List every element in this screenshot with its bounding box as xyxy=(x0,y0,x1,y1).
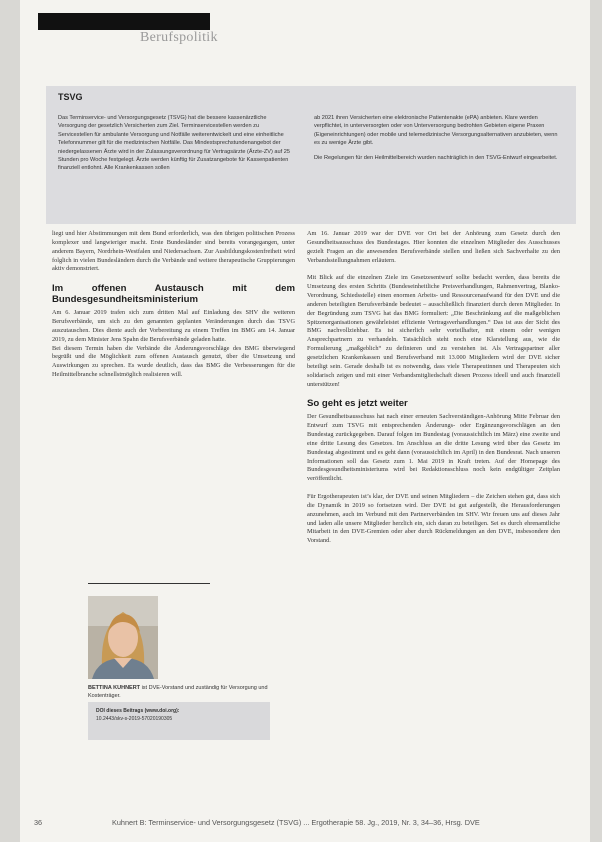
paragraph: Für Ergotherapeuten ist’s klar, der DVE und seinen Mitgliedern – die Zeichen stehen gut, dass sich die Dynamik in 2019 so fortsetzen wird. Der DVE ist gut aufgestellt, die Herausforderungen anzunehmen, auch im Verbund mit den Partnerverbänden im SHV. Wir freuen uns auf dieses Jahr und laden alle unsere Mitglieder herzlich ein, sich daran zu beteiligen. Sei es durch ehrenamtliche Mitarbeit in den DVE-Gremien oder aber durch Rückmeldungen an den DVE, insbesondere den Vorstand. xyxy=(307,493,560,545)
info-box-paragraph: Die Regelungen für den Heilmittelbereich wurden nachträglich in den TSVG-Entwurf eingearbeitet. xyxy=(314,154,558,161)
citation-footer: Kuhnert B: Terminservice- und Versorgungsgesetz (TSVG) ... Ergotherapie 58. Jg., 2019, Nr. 3, 34–36, Hrsg. DVE xyxy=(112,818,480,827)
info-box-paragraph: Das Terminservice- und Versorgungsgesetz (TSVG) hat die bessere kassenärztliche Versorgung der gesetzlich Versicherten zum Ziel. Terminservicestellen werden zu Servicestellen für ambulante Versorgung und Notfälle weiterentwickelt und eine einheitliche Telefonnummer gilt für die medizinischen Notfälle. Das Mindestsprechstundenangebot der niedergelassenen Ärzte wird in der Zulassungsverordnung für Vertragsärzte (Ärzte-ZV) auf 25 Stunden pro Woche festgelegt. Ärzte werden künftig für Zusatzangebote für Kassenpatienten finanziell entlohnt. Alle Krankenkassen sollen xyxy=(58,115,290,172)
info-box-column-2 xyxy=(314,114,558,168)
author-bio: ist DVE-Vorstand und zuständig für Versorgung und Kostenträger. xyxy=(88,685,268,699)
info-box-title: TSVG xyxy=(58,92,83,102)
left-column xyxy=(52,230,295,389)
info-box-paragraph: ab 2021 ihren Versicherten eine elektronische Patientenakte (ePA) anbieten. Klare werden verpflichtet, in unterversorgten oder von Unterversorgung bedrohten Gebieten eigene Praxen (Eigeneinrichtungen) oder mobile und telemedizinische Versorgungsalternativen anzubieten, wenn es zu wenige Ärzte gibt. xyxy=(314,115,558,147)
paragraph: Der Gesundheitsausschuss hat nach einer erneuten Sachverständigen-Anhörung Mitte Februar den Entwurf zum TSVG mit entsprechenden Änderungs- oder Ergänzungsvorschlägen an den Bundestag zurückgegeben. Darauf folgen im Bundestag (voraussichtlich im März) eine zweite und eine dritte Lesung des Gesetzes. Im Anschluss an die dritte Lesung wird über das Gesetz im Bundestag abgestimmt und es geht dann (voraussichtlich im April) in den Bundesrat. Nach unseren Informationen soll das Gesetz zum 1. Mai 2019 in Kraft treten. Auf der Homepage des Bundesgesundheitsministeriums wird bei Redaktionsschluss noch kein endgültiger Zeitplan veröffentlicht. xyxy=(307,413,560,483)
paragraph: liegt und hier Abstimmungen mit dem Bund erforderlich, was den übrigen politischen Prozess komplexer und langwieriger macht. Erste Bundesländer sind bereits vorangegangen, unter anderem Bayern, Nordrhein-Westfalen und Niedersachsen. Zur Ausbildungskostenfreiheit wird folglich in vielen Bundesländern durch die Verbände und weitere therapeutische Gruppierungen aktiv demonstriert. xyxy=(52,230,295,273)
subheading: Im offenen Austausch mit dem Bundesgesundheitsministerium xyxy=(52,283,295,306)
doi-label: DOI dieses Beitrags (www.doi.org): xyxy=(96,708,180,714)
info-box-column-1 xyxy=(58,114,290,179)
page-number: 36 xyxy=(34,818,43,827)
page-footer xyxy=(0,818,560,830)
author-photo xyxy=(88,596,158,679)
author-caption xyxy=(88,684,268,700)
author-divider xyxy=(88,583,210,584)
paragraph: Am 6. Januar 2019 trafen sich zum dritten Mal auf Einladung des SHV die weiteren Berufsverbände, um sich zu den genannten geplanten Veränderungen durch das TSVG auszutauschen. Dies diente auch der Vorbereitung zu einem Treffen im BMG am 14. Januar 2019, zu dem Minister Jens Spahn die Berufsverbände geladen hatte. xyxy=(52,309,295,343)
doi-box xyxy=(88,702,270,740)
redaction-bar xyxy=(38,13,210,30)
section-title: Berufspolitik xyxy=(140,30,218,45)
paragraph: Am 16. Januar 2019 war der DVE vor Ort bei der Anhörung zum Gesetz durch den Gesundheitsausschuss des Bundestages. Hier konnten die einzelnen Mitglieder des Ausschusses gezielt Fragen an die anwesenden Berufsverbände stellen und ließen sich Sachverhalte zu den Verbandsstellungnahmen erläutern. xyxy=(307,230,560,264)
paragraph: Bei diesem Termin haben die Verbände die Änderungsvorschläge des BMG überwiegend begrüßt und die Möglichkeit zum offenen Austausch genutzt, über die Umsetzung und Auswirkungen zu sprechen. Es wurde deutlich, dass das BMG die Verbesserungen für die Heilmittelbranche schnellstmöglich realisieren will. xyxy=(52,344,295,379)
portrait-image xyxy=(88,596,158,679)
author-name: BETTINA KUHNERT xyxy=(88,685,141,691)
subheading: So geht es jetzt weiter xyxy=(307,398,408,410)
doi-value: 10.2443/skv-s-2019-57020190305 xyxy=(96,715,173,722)
info-box xyxy=(46,86,576,224)
right-column xyxy=(307,230,560,555)
paragraph: Mit Blick auf die einzelnen Ziele im Gesetzesentwurf sollte bedacht werden, dass bereits die Umsetzung des ersten Schritts (Bundeseinheitliche Preisverhandlungen, Rahmenvertrag, Blanko-Verordnung, Schiedsstelle) einen enormen Arbeits- und Ressourcenaufwand für den DVE und die anderen beteiligten Berufsverbände bedeutet – ausschließlich finanziert durch deren Mitglieder. In der Begründung zum TSVG hat das BMG formuliert: „Die Beschränkung auf die maßgeblichen Spitzenorganisationen gewährleistet effiziente Vertragsverhandlungen.“ Das ist aus der Sicht des BMG nachvollziehbar. Es ist sicherlich sehr vorteilhafter, mit einem oder wenigen Ansprechpartnern zu verhandeln. Tatsächlich steht noch eine Klarstellung aus, wie die Formulierung „maßgeblich“ zu definieren und zu verstehen ist. Als Vertragspartner aller gesetzlichen Krankenkassen und Berufsverband mit 13.000 Mitgliedern wird der DVE sicher beteiligt sein. Gerade deshalb ist es notwendig, dass viele Therapeutinnen und Therapeuten sich solidarisch zeigen und mit einer Verbandsmitgliedschaft diesen Prozess ideell und auch finanziell unterstützen! xyxy=(307,274,560,388)
